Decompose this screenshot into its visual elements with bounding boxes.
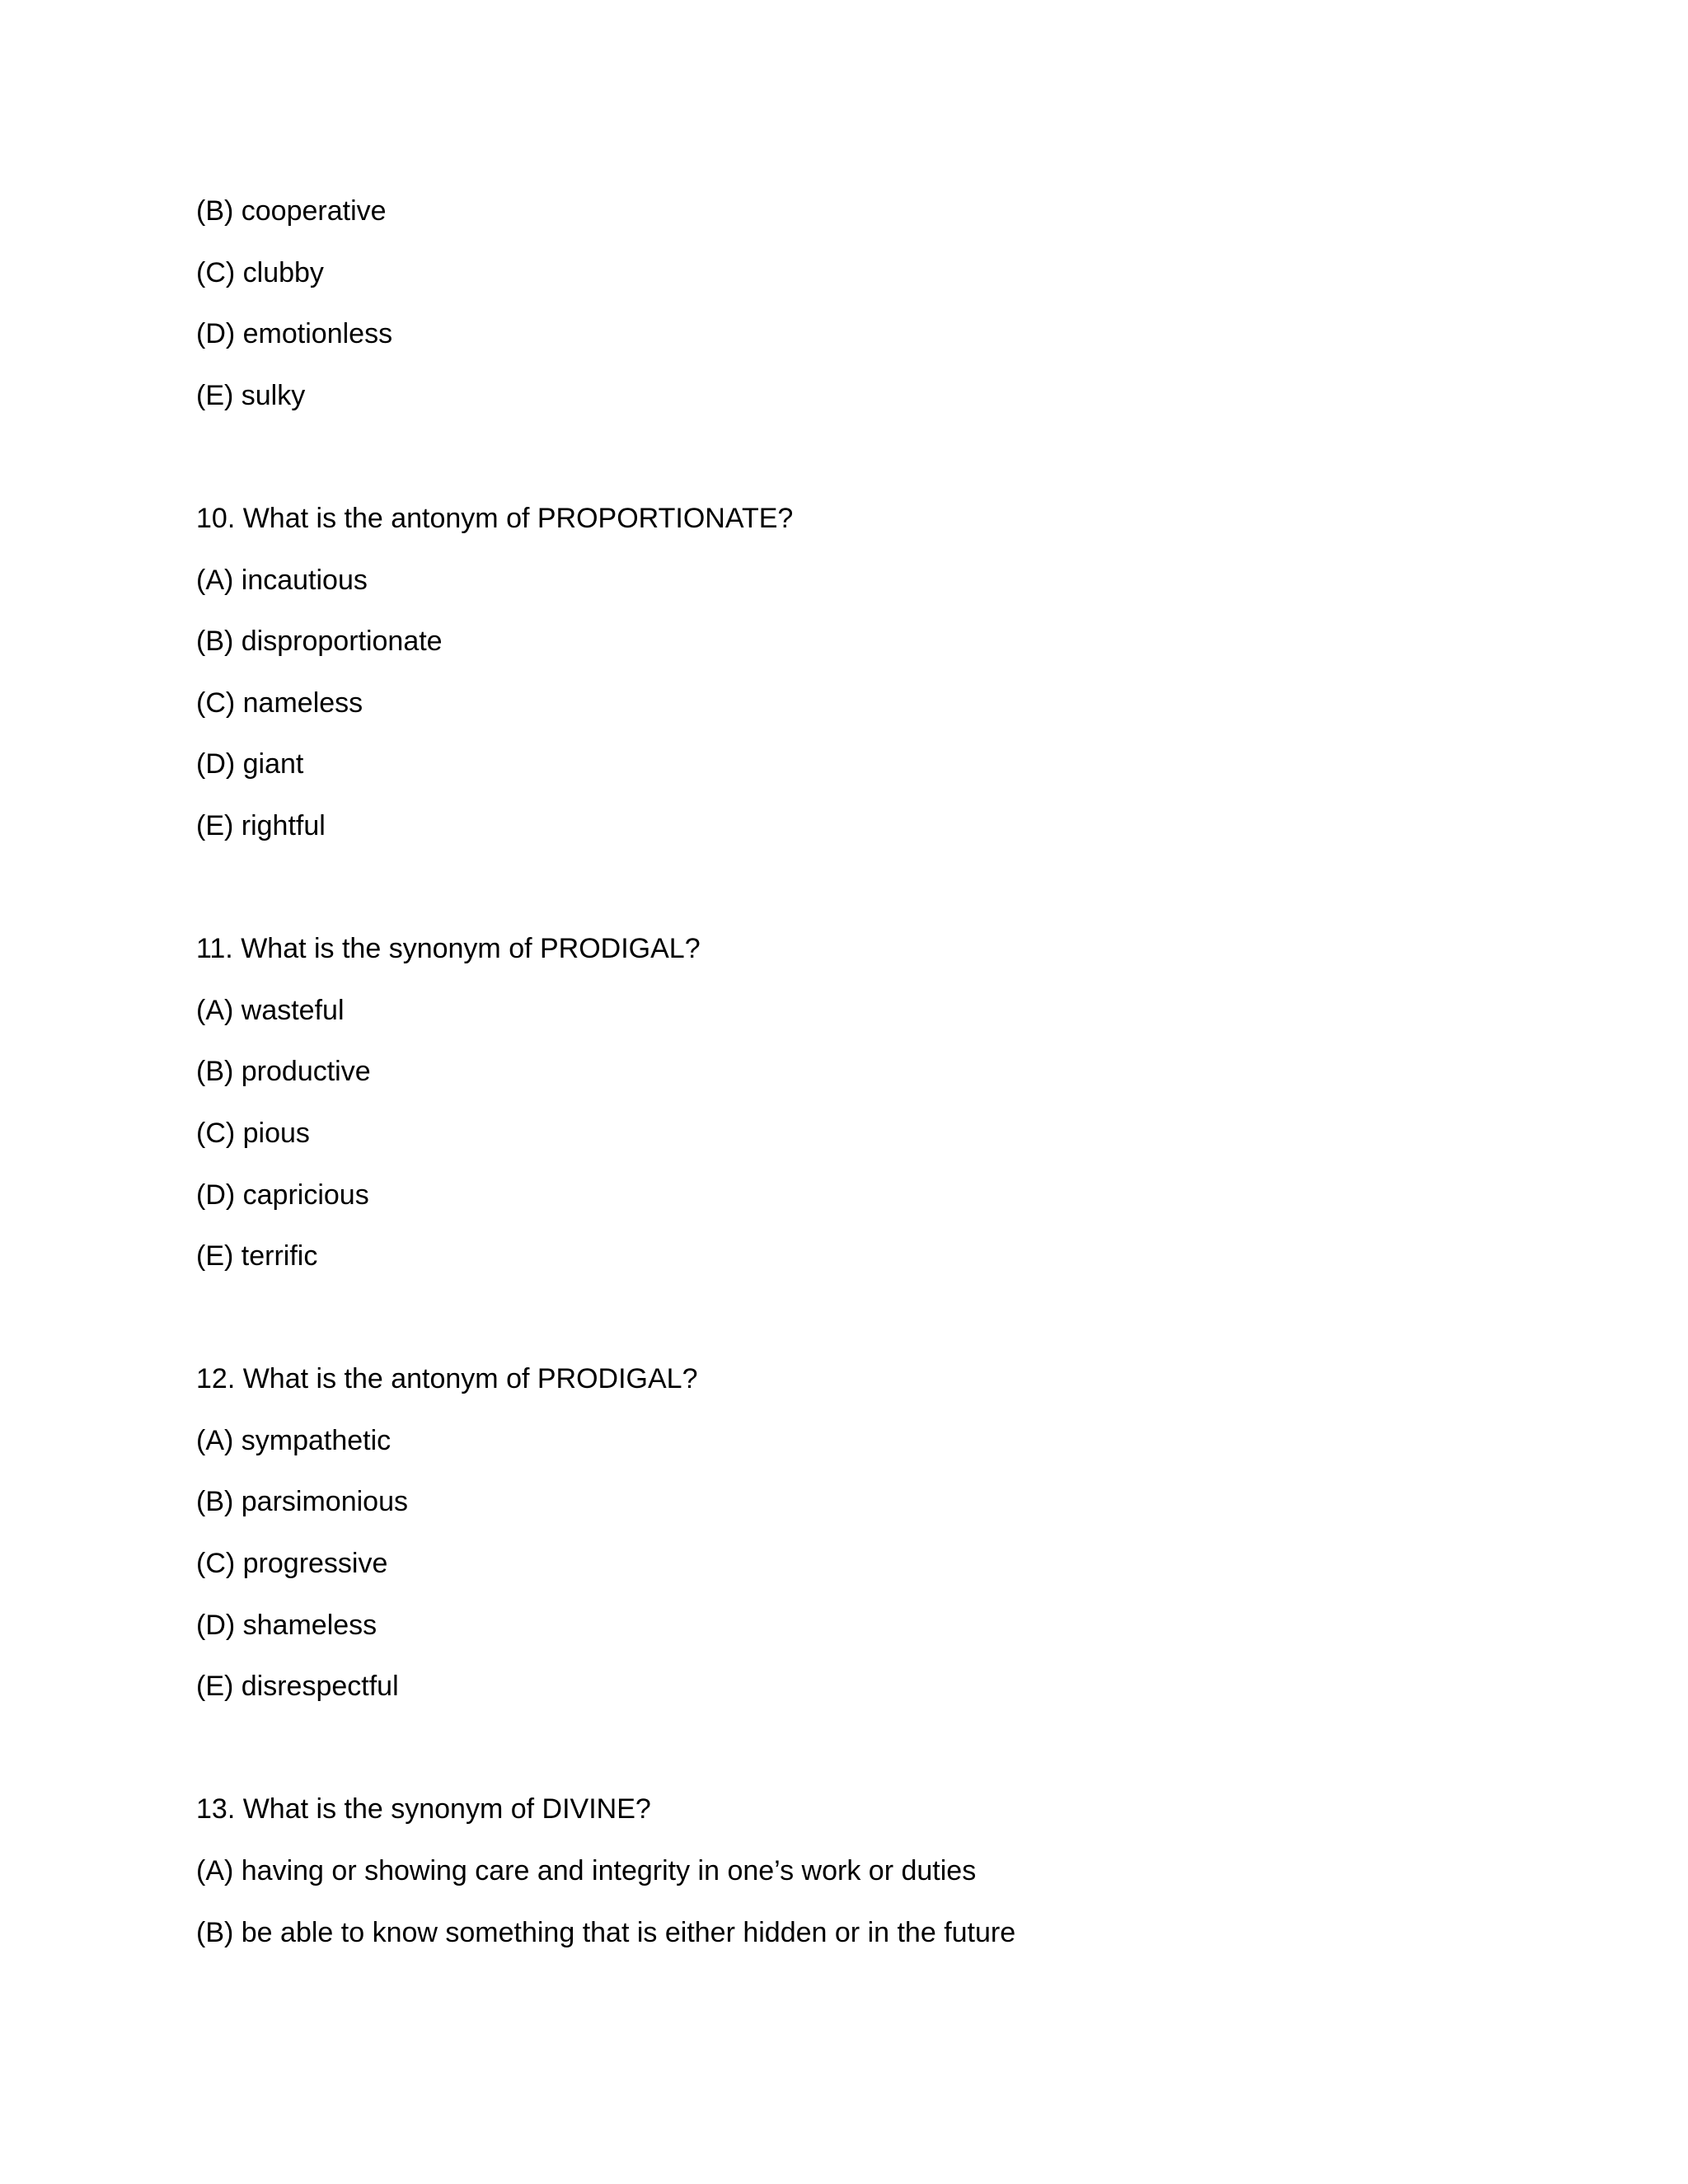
- option-line: (B) disproportionate: [196, 626, 443, 658]
- option-line: (D) shameless: [196, 1609, 377, 1641]
- question-prompt: 13. What is the synonym of DIVINE?: [196, 1793, 651, 1825]
- option-line: (C) pious: [196, 1117, 310, 1149]
- option-line: (B) productive: [196, 1056, 371, 1088]
- option-line: (E) terrific: [196, 1240, 318, 1272]
- option-line: (A) incautious: [196, 564, 368, 596]
- option-line: (E) disrespectful: [196, 1671, 399, 1703]
- option-line: (E) sulky: [196, 379, 306, 411]
- question-11: [196, 932, 1531, 1272]
- continuation-block: [196, 194, 1531, 412]
- option-line: (A) wasteful: [196, 994, 345, 1026]
- option-line: (B) be able to know something that is either hidden or in the future: [196, 1916, 1016, 1948]
- question-prompt: 12. What is the antonym of PRODIGAL?: [196, 1363, 698, 1395]
- page-content: [196, 194, 1531, 1977]
- spacer: [196, 1301, 1531, 1363]
- option-line: (B) cooperative: [196, 195, 387, 227]
- question-13: [196, 1793, 1531, 1948]
- option-line: (B) parsimonious: [196, 1486, 408, 1518]
- question-12: [196, 1362, 1531, 1703]
- option-line: (D) emotionless: [196, 318, 393, 350]
- question-prompt: 10. What is the antonym of PROPORTIONATE?: [196, 502, 794, 534]
- option-line: (C) nameless: [196, 687, 363, 719]
- option-line: (C) progressive: [196, 1548, 388, 1580]
- spacer: [196, 440, 1531, 502]
- option-line: (A) having or showing care and integrity in one’s work or duties: [196, 1855, 977, 1887]
- question-prompt: 11. What is the synonym of PRODIGAL?: [196, 933, 701, 965]
- option-line: (D) giant: [196, 748, 304, 780]
- question-10: [196, 502, 1531, 842]
- option-line: (E) rightful: [196, 809, 326, 841]
- option-line: (C) clubby: [196, 256, 324, 288]
- option-line: (D) capricious: [196, 1179, 369, 1211]
- option-line: (A) sympathetic: [196, 1424, 392, 1456]
- spacer: [196, 1732, 1531, 1793]
- spacer: [196, 871, 1531, 933]
